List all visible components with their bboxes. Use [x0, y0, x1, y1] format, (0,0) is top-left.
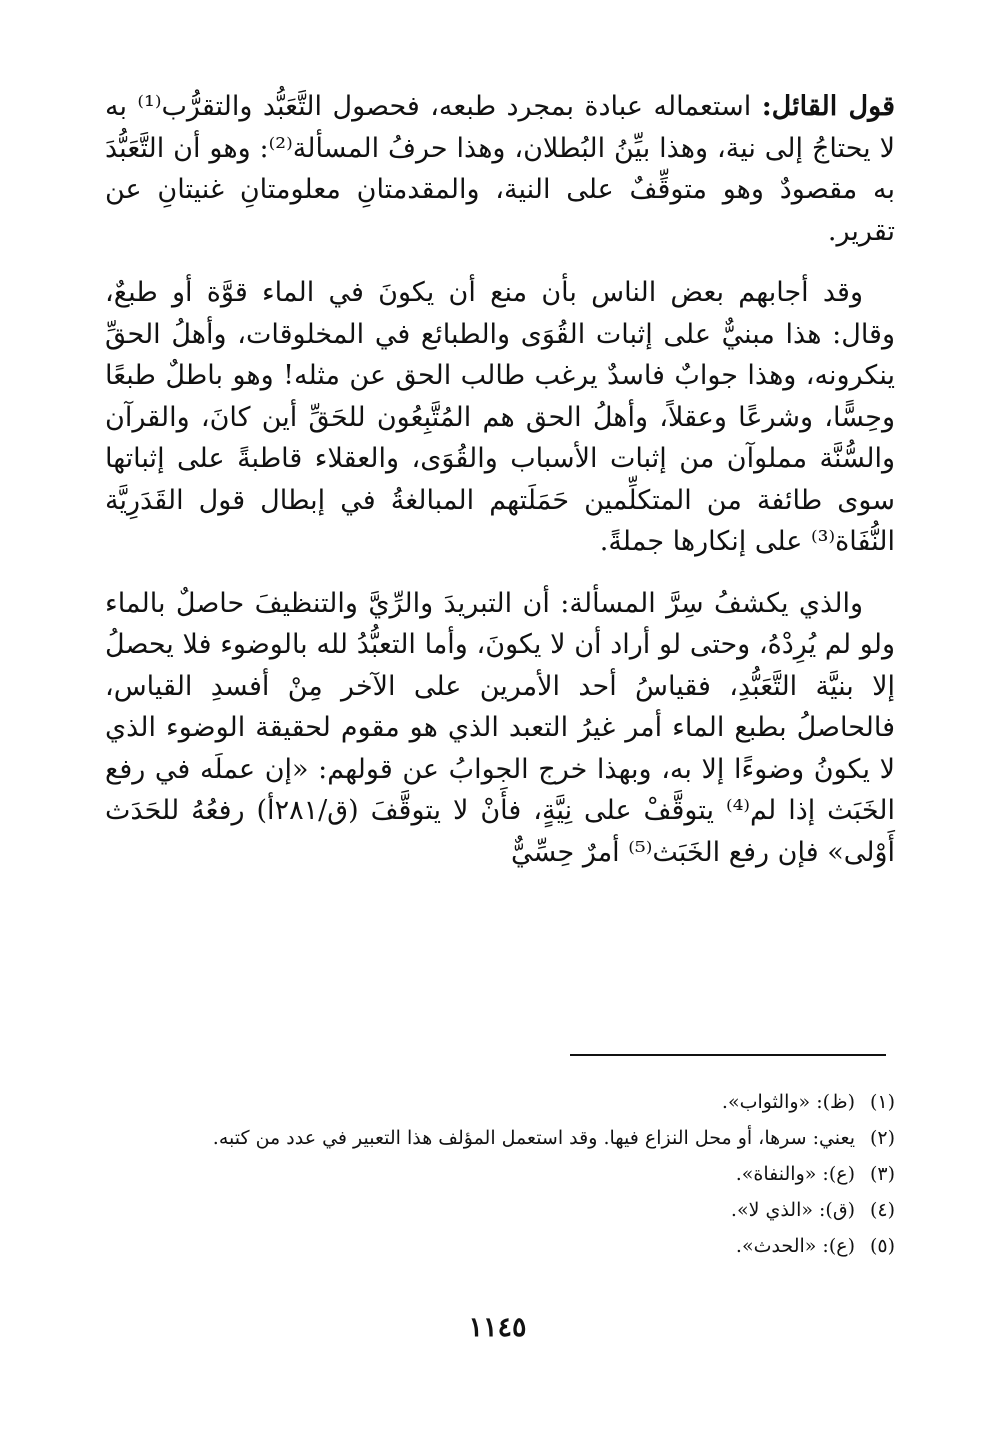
paragraph-2: [105, 272, 895, 563]
footnote-item: [105, 1120, 895, 1156]
paragraph-text: والذي يكشفُ سِرَّ المسألة: أن التبريدَ والرِّيَّ والتنظيفَ حاصلٌ بالماء ولو لم يُرِدْهُ، وحتى لو أراد أن لا يكونَ، وأما التعبُّدُ لله بالوضوء فلا يحصلُ إلا بنيَّة التَّعَبُّدِ، فقياسُ أحد الأمرين على الآخر مِنْ أفسدِ القياس، فالحاصلُ بطبع الماء أمر غيرُ التعبد الذي هو مقوم لحقيقة الوضوء الذي لا يكونُ وضوءًا إلا به، وبهذا خرج الجوابُ عن قولهم: «إن عملَه في رفع الخَبَث إذا لم⁽⁴⁾ يتوقَّفْ على نِيَّةٍ، فأَنْ لا يتوقَّفَ (ق/٢٨١أ) رفعُهُ للحَدَث أَوْلى» فإن رفع الخَبَث⁽⁵⁾ أمرٌ حِسِّيٌّ: [105, 587, 895, 868]
footnote-item: [105, 1192, 895, 1228]
footnote-text: (ع): «والنفاة».: [735, 1163, 855, 1185]
footnote-text: (ع): «الحدث».: [735, 1235, 855, 1257]
footnote-divider: [570, 1054, 886, 1056]
footnote-text: (ظ): «والثواب».: [721, 1091, 855, 1113]
paragraph-lead: قول القائل:: [761, 91, 895, 122]
footnote-number: (٣): [869, 1163, 895, 1185]
footnote-text: يعني: سرها، أو محل النزاع فيها. وقد استعمل المؤلف هذا التعبير في عدد من كتبه.: [212, 1127, 855, 1149]
footnote-item: [105, 1084, 895, 1120]
page-number: ١١٤٥: [468, 1312, 527, 1343]
footnote-number: (٤): [869, 1199, 895, 1221]
footnote-text: (ق): «الذي لا».: [730, 1199, 855, 1221]
main-text: [105, 86, 895, 873]
footnote-number: (٢): [869, 1127, 895, 1149]
footnotes-list: [105, 1084, 895, 1264]
footnote-item: [105, 1228, 895, 1264]
paragraph-text: استعماله عبادة بمجرد طبعه، فحصول التَّعَبُّد والتقرُّب⁽¹⁾ به لا يحتاجُ إلى نية، وهذا بيِّنُ البُطلان، وهذا حرفُ المسألة⁽²⁾: وهو أن التَّعَبُّدَ به مقصودٌ وهو متوقِّفٌ على النية، والمقدمتانِ معلومتانِ غنيتانِ عن تقرير.: [105, 91, 895, 247]
footnote-item: [105, 1156, 895, 1192]
footnote-number: (٥): [869, 1235, 895, 1257]
paragraph-text: وقد أجابهم بعض الناس بأن منع أن يكونَ في الماء قوَّة أو طبعٌ، وقال: هذا مبنيٌّ على إثبات القُوَى والطبائع في المخلوقات، وأهلُ الحقِّ ينكرونه، وهذا جوابٌ فاسدٌ يرغب طالب الحق عن مثله! وهو باطلٌ طبعًا وحِسًّا، وشرعًا وعقلاً، وأهلُ الحق هم المُتَّبِعُون للحَقِّ أين كانَ، والقرآن والسُّنَّة مملوآن من إثبات الأسباب والقُوَى، والعقلاء قاطبةً على إثباتها سوى طائفة من المتكلِّمين حَمَلَتهم المبالغةُ في إبطال قول القَدَرِيَّة النُّفَاة⁽³⁾ على إنكارها جملةً.: [105, 277, 895, 557]
paragraph-3: [105, 583, 895, 874]
footnote-number: (١): [869, 1091, 895, 1113]
paragraph-1: [105, 86, 895, 252]
